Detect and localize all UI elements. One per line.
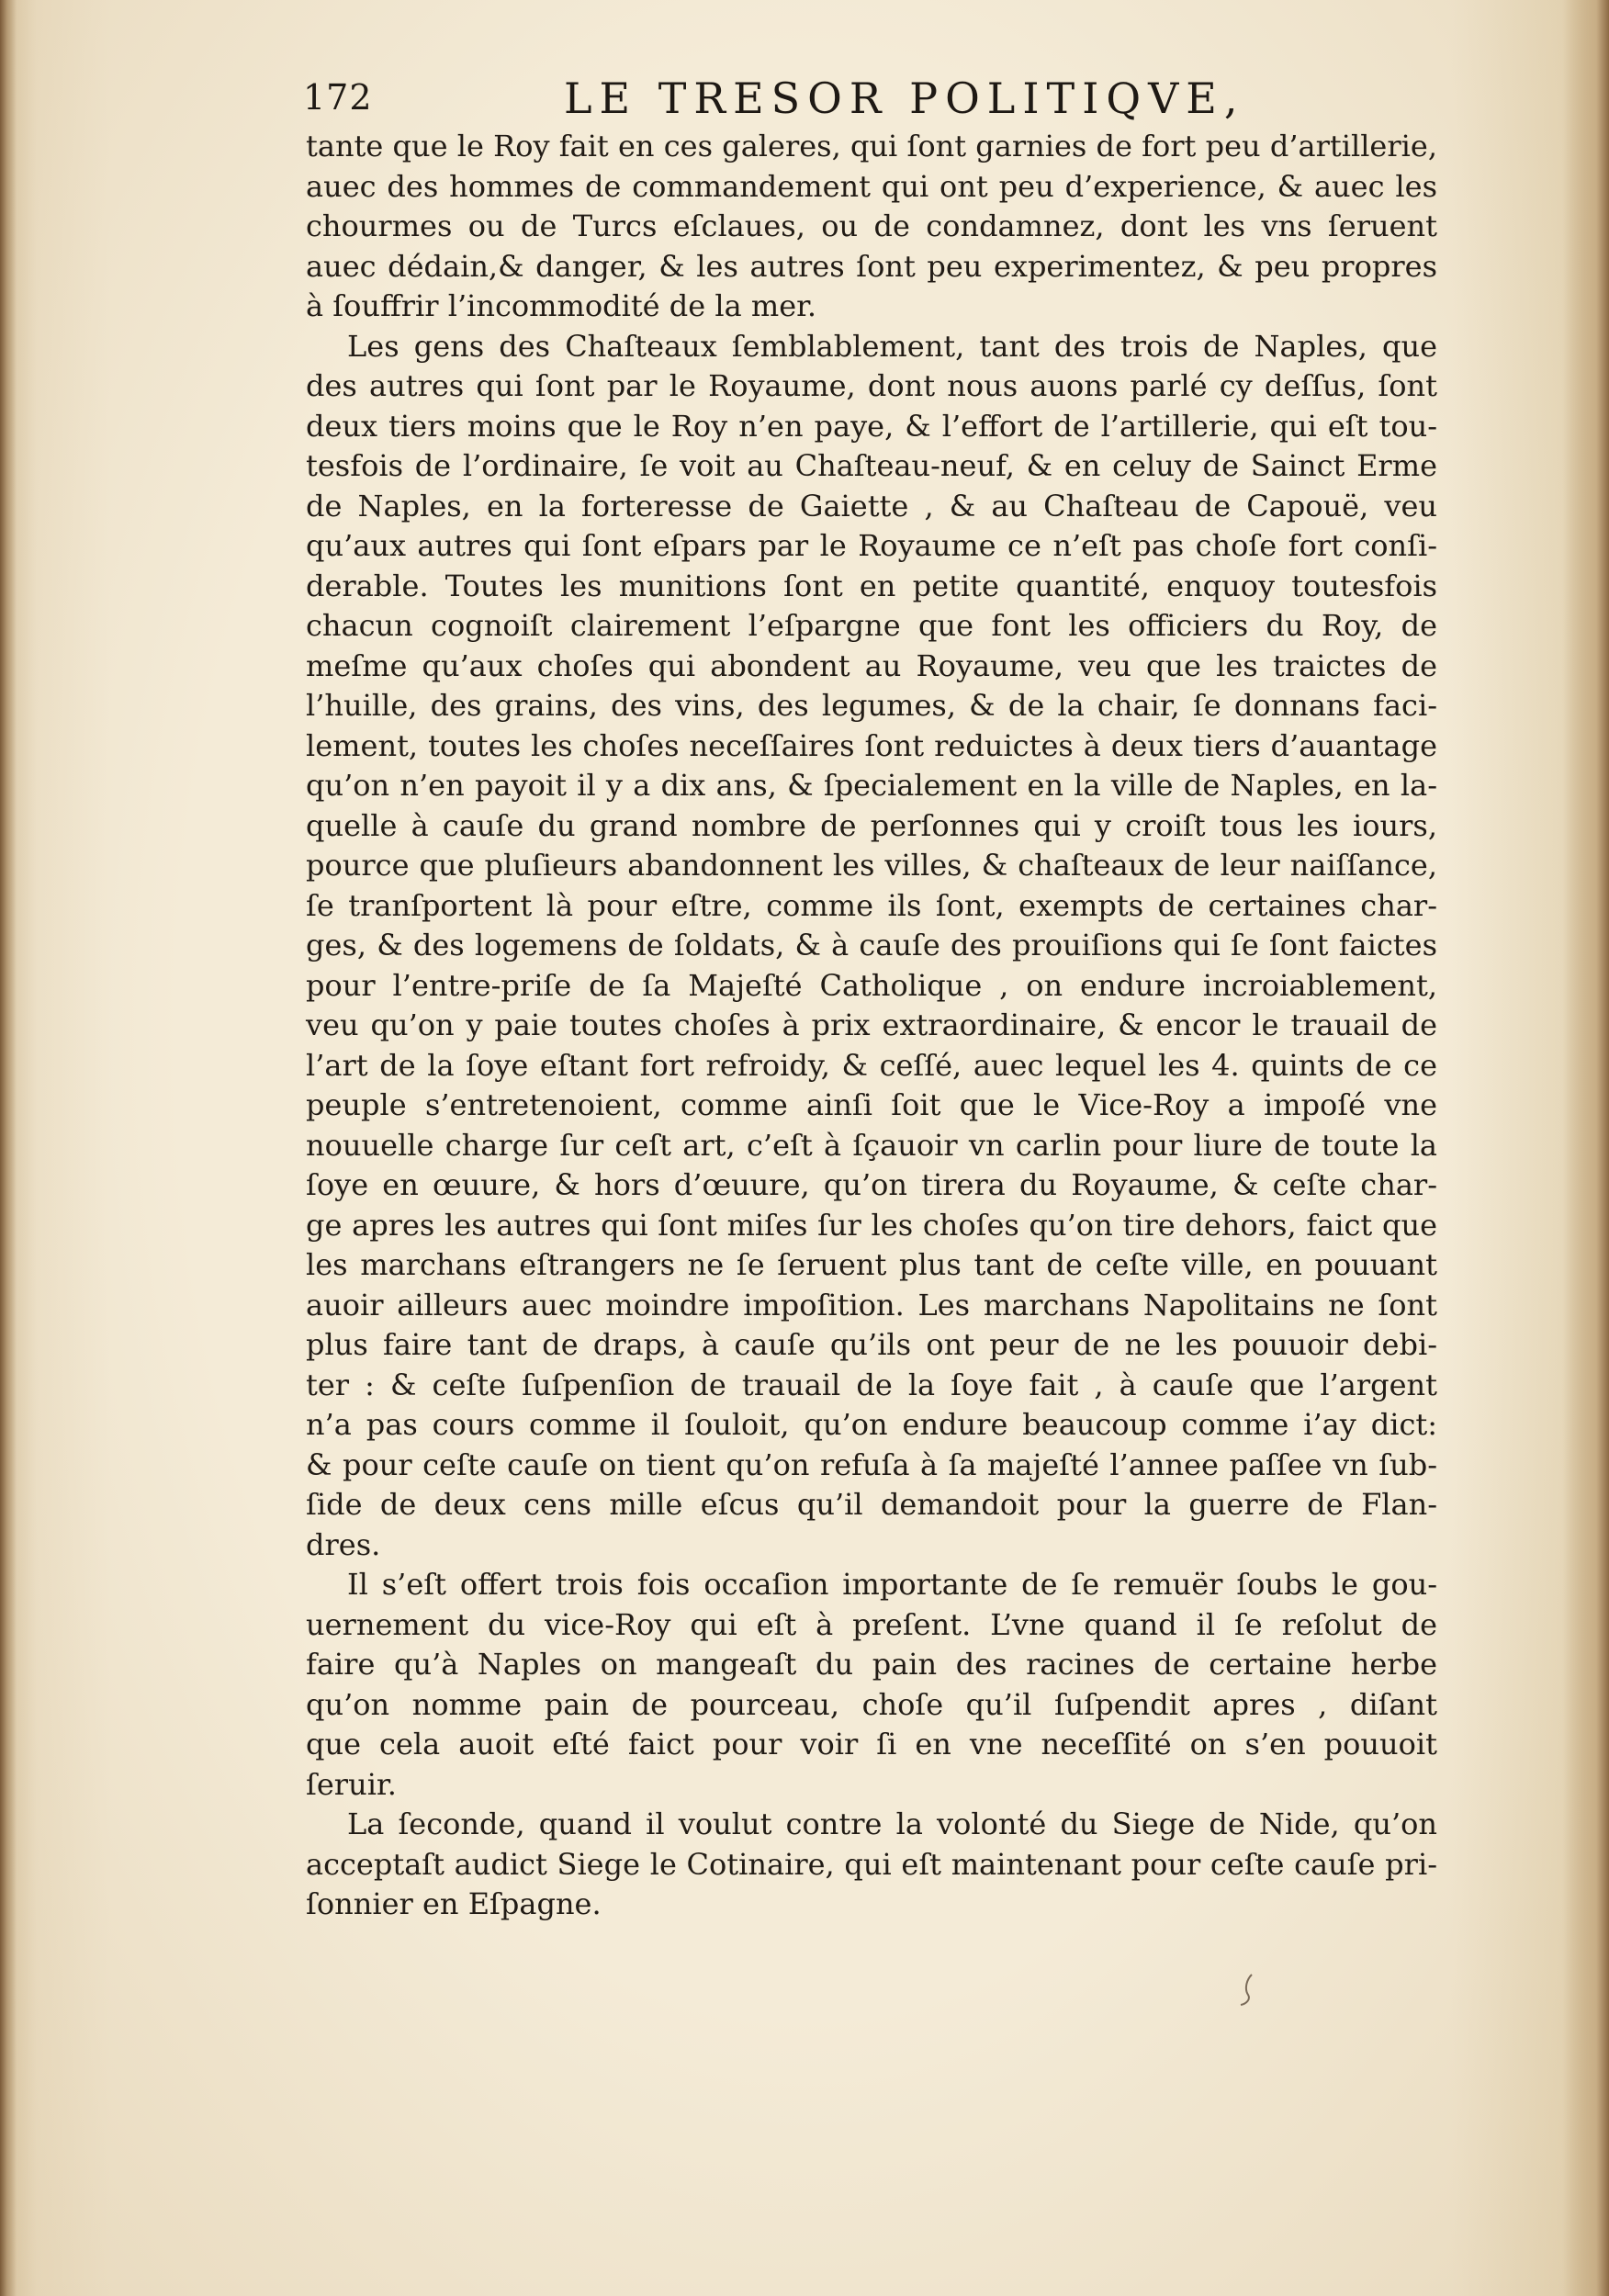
text-line: ſonnier en Eſpagne. xyxy=(306,1886,602,1921)
text-line: de Naples, en la forteresse de Gaiette , & au Chaſteau de Capouë, veu xyxy=(306,488,1437,523)
text-line: qu’on nomme pain de pourceau, choſe qu’il ſuſpendit apres , diſant xyxy=(306,1686,1437,1722)
text-line: qu’on n’en payoit il y a dix ans, & ſpecialement en la ville de Naples, en la- xyxy=(306,768,1437,803)
text-line: auoir ailleurs auec moindre impoſition. Les marchans Napolitains ne ſont xyxy=(306,1287,1437,1322)
text-line: à ſouffrir l’incommodité de la mer. xyxy=(306,288,817,323)
text-line: n’a pas cours comme il ſouloit, qu’on endure beaucoup comme i’ay dict: xyxy=(306,1407,1437,1442)
text-line: ſeruir. xyxy=(306,1766,397,1802)
text-line: & pour ceſte cauſe on tient qu’on refuſa à ſa majeſté l’annee paſſee vn ſub- xyxy=(306,1446,1437,1482)
text-line: Les gens des Chaſteaux ſemblablement, tant des trois de Naples, que xyxy=(347,328,1437,364)
text-line: que cela auoit eſté faict pour voir ſi en vne neceſſité on s’en pouuoit xyxy=(306,1727,1437,1761)
text-line: meſme qu’aux choſes qui abondent au Royaume, veu que les traictes de xyxy=(306,647,1437,683)
text-line: lement, toutes les choſes neceſſaires ſont reduictes à deux tiers d’auantage xyxy=(306,727,1437,763)
text-line: l’huille, des grains, des vins, des legumes, & de la chair, ſe donnans faci- xyxy=(306,688,1437,723)
text-line: pour l’entre-priſe de ſa Majeſté Catholique , on endure incroiablement, xyxy=(306,967,1437,1003)
text-line: uernement du vice-Roy qui eſt à preſent. L’vne quand il ſe reſolut de xyxy=(306,1606,1437,1642)
text-line: l’art de la ſoye eſtant fort refroidy, & ceſſé, auec lequel les 4. quints de ce xyxy=(306,1047,1437,1083)
page-edge-left xyxy=(0,0,17,2296)
text-line: acceptaſt audict Siege le Cotinaire, qui eſt maintenant pour ceſte cauſe pri- xyxy=(306,1846,1437,1882)
text-line: ter : & ceſte ſuſpenſion de trauail de la ſoye fait , à cauſe que l’argent xyxy=(306,1367,1437,1402)
running-title: LE TRESOR POLITIQVE, xyxy=(564,73,1245,123)
ink-flourish-mark xyxy=(1235,1971,1263,2008)
text-line: Il s’eſt offert trois fois occaſion importante de ſe remuër ſoubs le gou- xyxy=(347,1567,1437,1602)
text-line: ge apres les autres qui ſont miſes ſur les choſes qu’on tire dehors, faict que xyxy=(306,1207,1437,1243)
text-line: deux tiers moins que le Roy n’en paye, & l’effort de l’artillerie, qui eſt tou- xyxy=(306,408,1437,444)
text-line: auec dédain,& danger, & les autres ſont peu experimentez, & peu propres xyxy=(306,248,1437,284)
text-line: nouuelle charge ſur ceſt art, c’eſt à ſçauoir vn carlin pour liure de toute la xyxy=(306,1127,1437,1163)
page-number: 172 xyxy=(303,77,373,118)
text-line: chacun cognoiſt clairement l’eſpargne que font les officiers du Roy, de xyxy=(306,608,1437,643)
text-line: ſide de deux cens mille eſcus qu’il demandoit pour la guerre de Flan- xyxy=(306,1487,1437,1522)
body-text xyxy=(306,127,1437,1925)
paragraph xyxy=(306,127,1437,327)
text-line: chourmes ou de Turcs eſclaues, ou de condamnez, dont les vns ſeruent xyxy=(306,208,1437,243)
page-edge-right xyxy=(1563,0,1609,2296)
text-line: des autres qui ſont par le Royaume, dont nous auons parlé cy deſſus, ſont xyxy=(306,368,1437,403)
paragraph xyxy=(306,1565,1437,1805)
text-line: qu’aux autres qui ſont eſpars par le Royaume ce n’eſt pas choſe fort conſi- xyxy=(306,528,1437,563)
text-line: peuple s’entretenoient, comme ainſi ſoit que le Vice-Roy a impoſé vne xyxy=(306,1087,1437,1122)
text-line: veu qu’on y paie toutes choſes à prix extraordinaire, & encor le trauail de xyxy=(306,1007,1437,1042)
text-line: ſoye en œuure, & hors d’œuure, qu’on tirera du Royaume, & ceſte char- xyxy=(306,1167,1437,1202)
text-line: les marchans eſtrangers ne ſe ſeruent plus tant de ceſte ville, en pouuant xyxy=(306,1247,1437,1282)
text-line: ſe tranſportent là pour eſtre, comme ils ſont, exempts de certaines char- xyxy=(306,887,1437,923)
text-line: derable. Toutes les munitions ſont en petite quantité, enquoy toutesfois xyxy=(306,568,1437,603)
text-line: quelle à cauſe du grand nombre de perſonnes qui y croiſt tous les iours, xyxy=(306,807,1437,843)
text-line: La ſeconde, quand il voulut contre la volonté du Siege de Nide, qu’on xyxy=(347,1806,1437,1841)
text-line: faire qu’à Naples on mangeaſt du pain des racines de certaine herbe xyxy=(306,1647,1437,1682)
text-line: pource que pluſieurs abandonnent les villes, & chaſteaux de leur naiſſance, xyxy=(306,848,1437,883)
paragraph xyxy=(306,327,1437,1566)
text-line: tante que le Roy fait en ces galeres, qui ſont garnies de fort peu d’artillerie, xyxy=(306,129,1437,163)
text-line: plus faire tant de draps, à cauſe qu’ils ont peur de ne les pouuoir debi- xyxy=(306,1327,1437,1362)
text-line: ges, & des logemens de ſoldats, & à cauſe des prouiſions qui ſe ſont faictes xyxy=(306,928,1437,962)
text-line: auec des hommes de commandement qui ont peu d’experience, & auec les xyxy=(306,168,1437,204)
text-line: tesfois de l’ordinaire, ſe voit au Chaſteau-neuf, & en celuy de Sainct Erme xyxy=(306,448,1437,483)
paragraph xyxy=(306,1805,1437,1925)
text-line: dres. xyxy=(306,1526,381,1562)
